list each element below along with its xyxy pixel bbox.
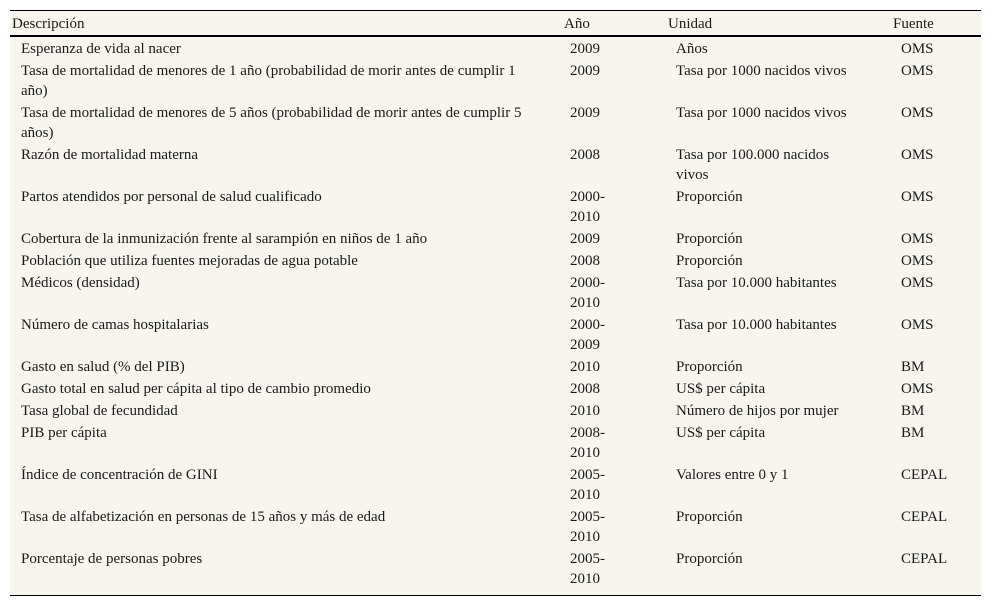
cell-unidad: Años (676, 41, 708, 57)
cell-unidad: Proporción (676, 189, 743, 205)
table-body (10, 36, 981, 595)
cell-fuente: CEPAL (901, 551, 948, 567)
cell-anio: 2008 (570, 253, 600, 269)
header-anio: Año (562, 11, 666, 36)
cell-fuente: OMS (901, 317, 934, 333)
cell-anio: 2010 (570, 403, 600, 419)
cell-anio: 2009 (570, 41, 600, 57)
table-row (10, 185, 981, 227)
cell-descripcion: Índice de concentración de GINI (21, 467, 218, 483)
table-row (10, 227, 981, 249)
cell-unidad: Tasa por 100.000 nacidos vivos (676, 147, 830, 183)
cell-descripcion: Tasa de alfabetización en personas de 15 años y más de edad (21, 509, 386, 525)
cell-fuente: OMS (901, 105, 934, 121)
cell-anio: 2009 (570, 105, 600, 121)
indicators-table (10, 11, 981, 595)
cell-descripcion: PIB per cápita (21, 425, 107, 441)
cell-anio: 2000-2010 (570, 189, 605, 225)
cell-anio: 2000-2009 (570, 317, 605, 353)
table-row (10, 505, 981, 547)
cell-descripcion: Población que utiliza fuentes mejoradas de agua potable (21, 253, 358, 269)
cell-fuente: OMS (901, 63, 934, 79)
cell-anio: 2005-2010 (570, 509, 605, 545)
table-row (10, 59, 981, 101)
cell-unidad: Tasa por 10.000 habitantes (676, 275, 837, 291)
cell-fuente: OMS (901, 41, 934, 57)
cell-descripcion: Porcentaje de personas pobres (21, 551, 203, 567)
cell-descripcion: Partos atendidos por personal de salud cualificado (21, 189, 322, 205)
cell-descripcion: Razón de mortalidad materna (21, 147, 199, 163)
cell-anio: 2005-2010 (570, 551, 605, 587)
table-row (10, 101, 981, 143)
cell-anio: 2009 (570, 63, 600, 79)
cell-unidad: Proporción (676, 231, 743, 247)
cell-unidad: Proporción (676, 253, 743, 269)
table-row (10, 377, 981, 399)
table-row (10, 463, 981, 505)
cell-fuente: OMS (901, 381, 934, 397)
cell-descripcion: Médicos (densidad) (21, 275, 140, 291)
cell-unidad: US$ per cápita (676, 425, 766, 441)
header-row (10, 11, 981, 36)
cell-anio: 2000-2010 (570, 275, 605, 311)
cell-anio: 2005-2010 (570, 467, 605, 503)
cell-descripcion: Cobertura de la inmunización frente al sarampión en niños de 1 año (21, 231, 428, 247)
cell-fuente: OMS (901, 147, 934, 163)
cell-anio: 2008-2010 (570, 425, 605, 461)
cell-descripcion: Gasto en salud (% del PIB) (21, 359, 185, 375)
cell-fuente: OMS (901, 275, 934, 291)
header-unidad: Unidad (666, 11, 891, 36)
table-header (10, 11, 981, 36)
table-row (10, 399, 981, 421)
table-row (10, 547, 981, 595)
cell-descripcion: Tasa de mortalidad de menores de 1 año (probabilidad de morir antes de cumplir 1 año) (21, 63, 516, 99)
cell-descripcion: Tasa global de fecundidad (21, 403, 178, 419)
cell-anio: 2009 (570, 231, 600, 247)
cell-unidad: Tasa por 1000 nacidos vivos (676, 105, 847, 121)
cell-descripcion: Tasa de mortalidad de menores de 5 años (probabilidad de morir antes de cumplir 5 años) (21, 105, 522, 141)
table-row (10, 421, 981, 463)
cell-descripcion: Esperanza de vida al nacer (21, 41, 181, 57)
cell-fuente: BM (901, 425, 925, 441)
cell-anio: 2008 (570, 147, 600, 163)
indicators-table-container (10, 10, 981, 596)
table-row (10, 355, 981, 377)
table-row (10, 313, 981, 355)
cell-fuente: BM (901, 359, 925, 375)
cell-anio: 2010 (570, 359, 600, 375)
table-row (10, 143, 981, 185)
cell-anio: 2008 (570, 381, 600, 397)
header-descripcion: Descripción (10, 11, 562, 36)
cell-unidad: US$ per cápita (676, 381, 766, 397)
cell-unidad: Valores entre 0 y 1 (676, 467, 789, 483)
cell-fuente: CEPAL (901, 467, 948, 483)
cell-fuente: OMS (901, 189, 934, 205)
cell-unidad: Tasa por 10.000 habitantes (676, 317, 837, 333)
cell-fuente: OMS (901, 253, 934, 269)
cell-fuente: OMS (901, 231, 934, 247)
cell-descripcion: Número de camas hospitalarias (21, 317, 209, 333)
cell-unidad: Número de hijos por mujer (676, 403, 839, 419)
table-row (10, 271, 981, 313)
header-fuente: Fuente (891, 11, 981, 36)
table-row (10, 249, 981, 271)
table-row (10, 36, 981, 59)
cell-fuente: CEPAL (901, 509, 948, 525)
cell-unidad: Proporción (676, 509, 743, 525)
cell-unidad: Proporción (676, 359, 743, 375)
cell-fuente: BM (901, 403, 925, 419)
cell-unidad: Proporción (676, 551, 743, 567)
cell-unidad: Tasa por 1000 nacidos vivos (676, 63, 847, 79)
cell-descripcion: Gasto total en salud per cápita al tipo de cambio promedio (21, 381, 371, 397)
